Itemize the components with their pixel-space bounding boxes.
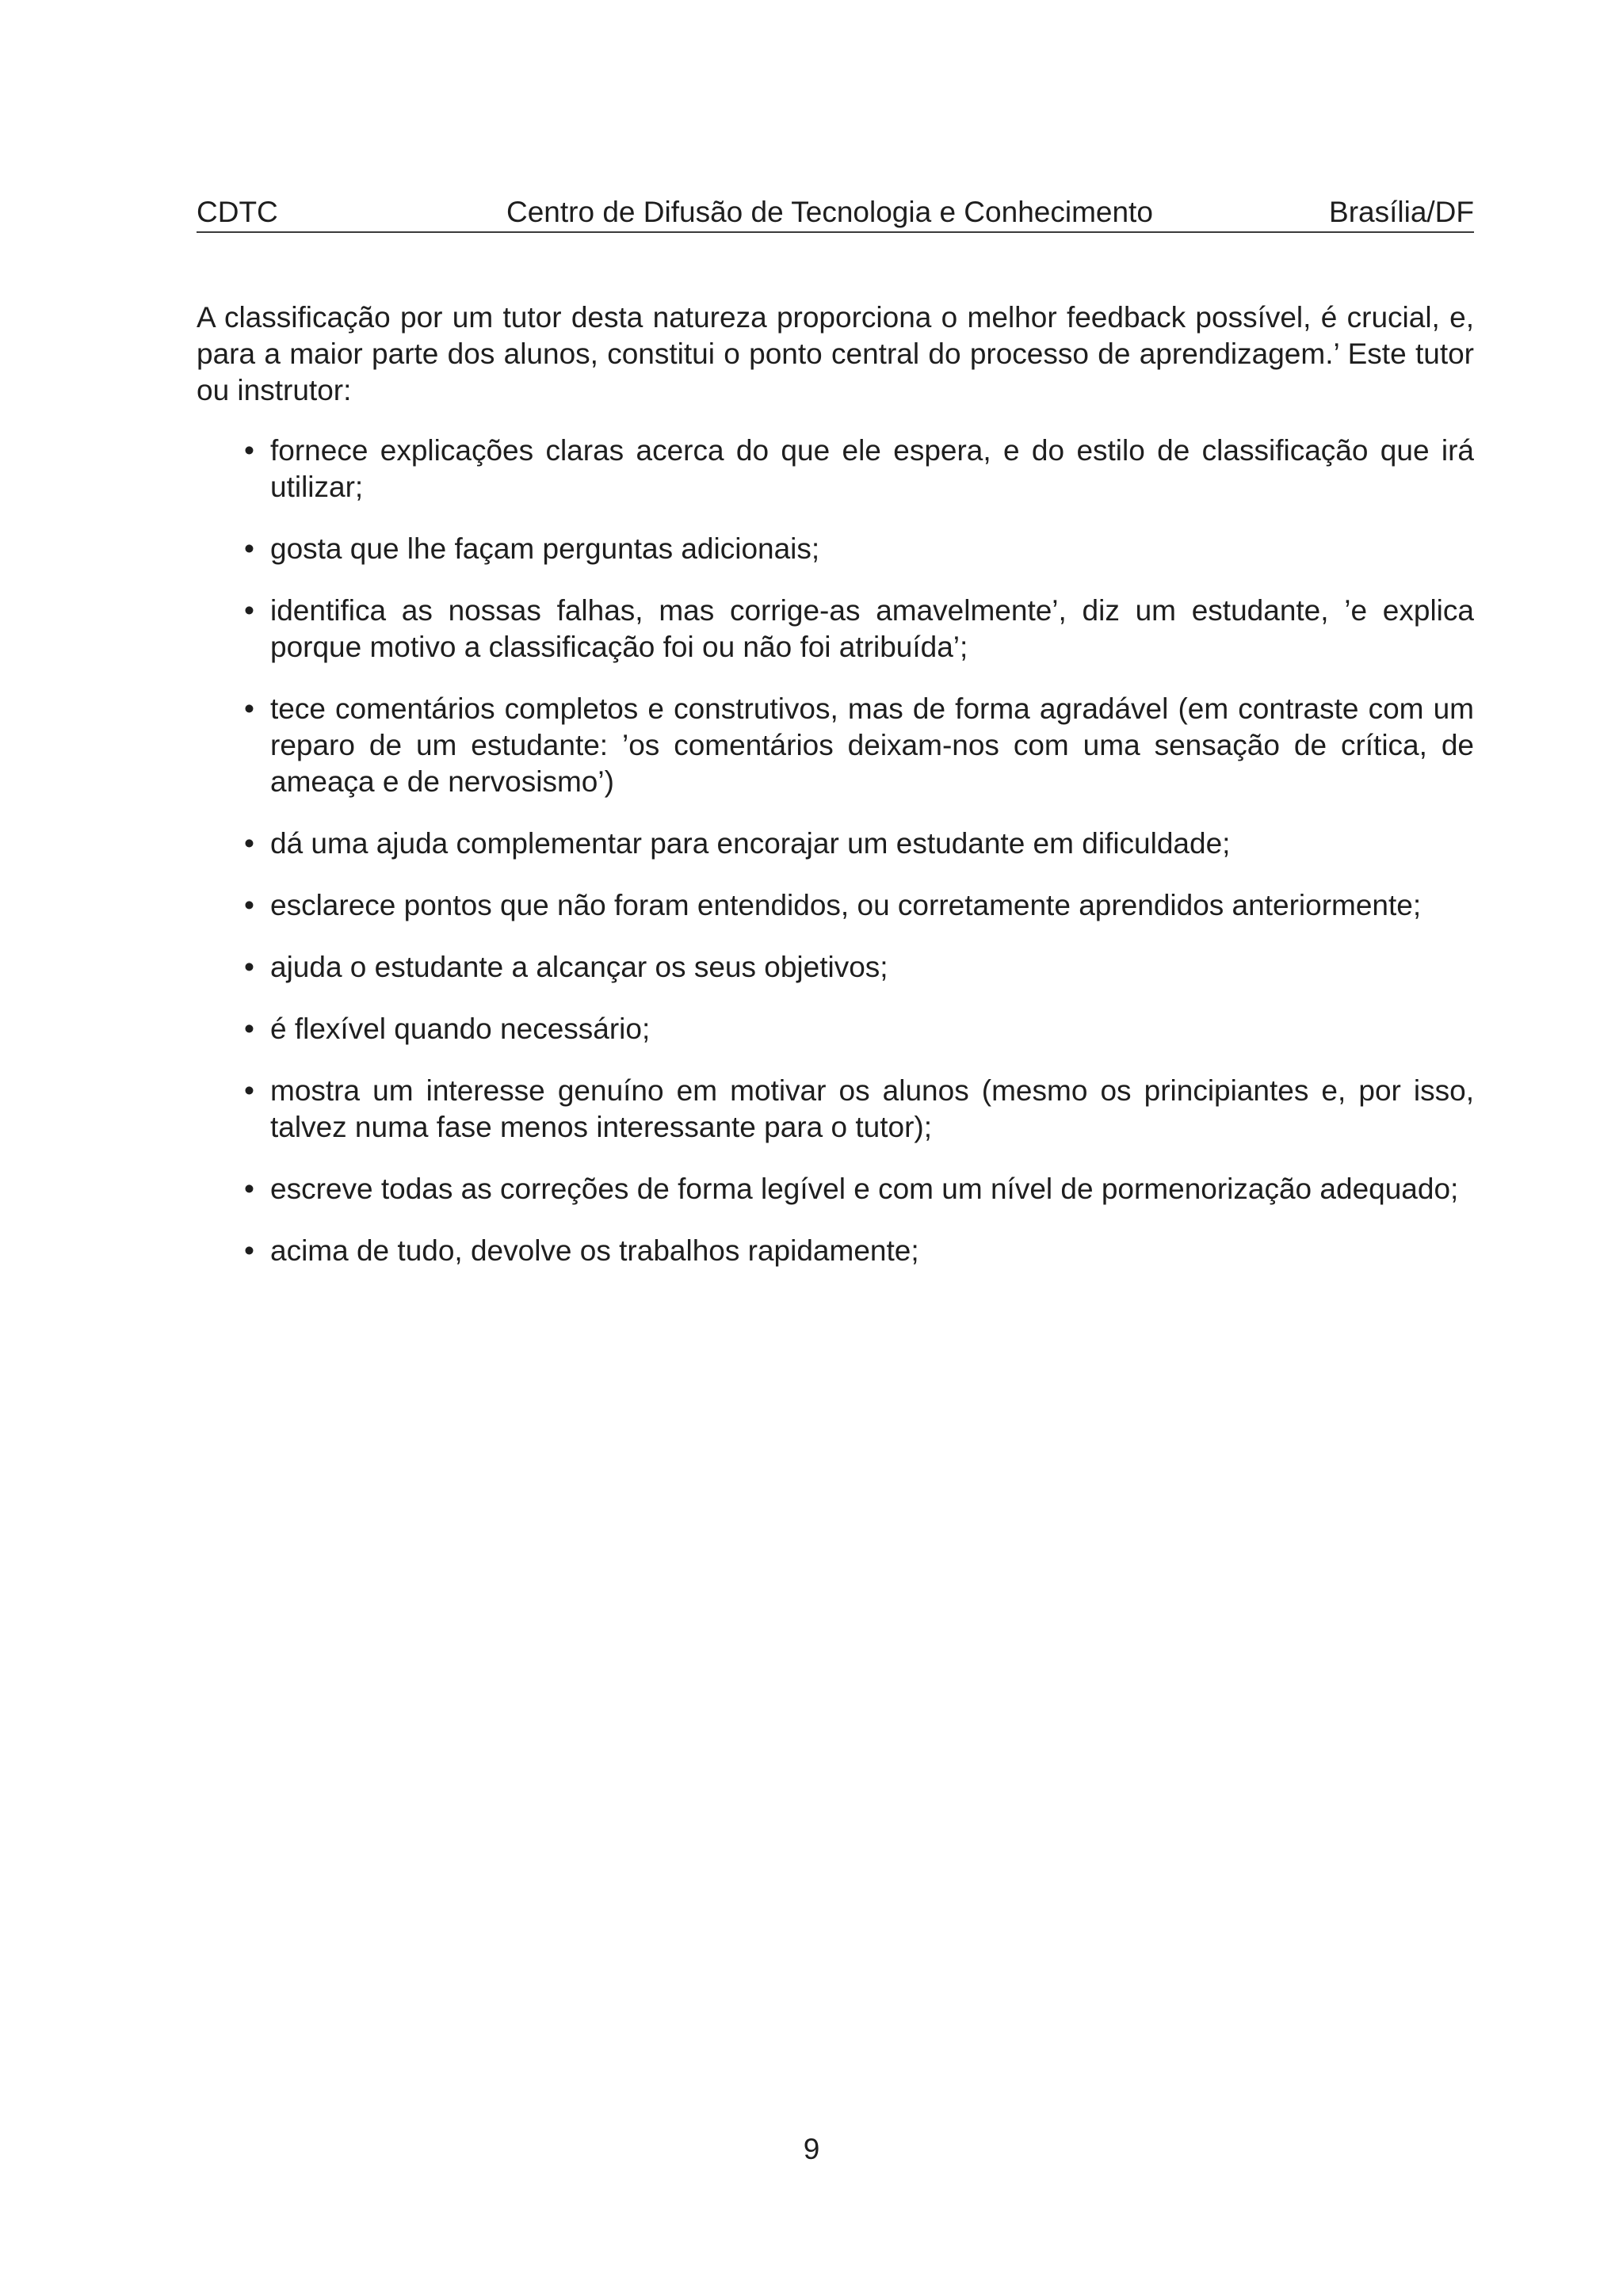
list-item (197, 887, 1474, 924)
bullet-icon: • (244, 889, 254, 921)
bullet-icon: • (244, 1173, 254, 1205)
bullet-icon: • (244, 692, 254, 725)
list-item (197, 1171, 1474, 1207)
list-item-text: escreve todas as correções de forma legível e com um nível de pormenorização adequado; (270, 1173, 1459, 1205)
header-left-text: CDTC (197, 196, 278, 228)
list-item-text: tece comentários completos e construtivos, mas de forma agradável (em contraste com um reparo de um estudante: ’os comentários deixam-nos com uma sensação de crítica, de ameaça e de nervosismo’) (270, 692, 1474, 798)
bullet-icon: • (244, 1013, 254, 1045)
main-content (197, 299, 1474, 1295)
list-item (197, 531, 1474, 567)
header-right-text: Brasília/DF (1329, 196, 1474, 228)
list-item-text: mostra um interesse genuíno em motivar os alunos (mesmo os principiantes e, por isso, talvez numa fase menos interessante para o tutor); (270, 1074, 1474, 1143)
running-header (197, 193, 1474, 233)
list-item (197, 1233, 1474, 1269)
list-item (197, 949, 1474, 986)
list-item-text: é flexível quando necessário; (270, 1013, 651, 1045)
list-item (197, 593, 1474, 666)
bullet-icon: • (244, 951, 254, 983)
intro-paragraph: A classificação por um tutor desta natureza proporciona o melhor feedback possível, é crucial, e, para a maior parte dos alunos, constitui o ponto central do processo de aprendizagem.’ Este tutor ou instrutor: (197, 301, 1474, 406)
bullet-icon: • (244, 827, 254, 860)
list-item (197, 826, 1474, 862)
list-item-text: identifica as nossas falhas, mas corrige-as amavelmente’, diz um estudante, ’e explica porque motivo a classificação foi ou não foi atribuída’; (270, 594, 1474, 663)
list-item-text: ajuda o estudante a alcançar os seus objetivos; (270, 951, 888, 983)
bullet-icon: • (244, 532, 254, 565)
bullet-icon: • (244, 1074, 254, 1107)
bullet-icon: • (244, 594, 254, 627)
list-item (197, 1011, 1474, 1047)
bullet-icon: • (244, 1234, 254, 1267)
list-item (197, 433, 1474, 505)
list-item-text: dá uma ajuda complementar para encorajar um estudante em dificuldade; (270, 827, 1231, 860)
list-item-text: fornece explicações claras acerca do que ele espera, e do estilo de classificação que irá utilizar; (270, 434, 1474, 503)
bullet-icon: • (244, 434, 254, 467)
list-item (197, 1073, 1474, 1146)
list-item-text: gosta que lhe façam perguntas adicionais; (270, 532, 820, 565)
page-number: 9 (803, 2133, 820, 2165)
header-center-text: Centro de Difusão de Tecnologia e Conhecimento (506, 196, 1153, 228)
bullet-list (197, 433, 1474, 1269)
list-item-text: acima de tudo, devolve os trabalhos rapidamente; (270, 1234, 919, 1267)
list-item (197, 691, 1474, 800)
list-item-text: esclarece pontos que não foram entendidos, ou corretamente aprendidos anteriormente; (270, 889, 1422, 921)
